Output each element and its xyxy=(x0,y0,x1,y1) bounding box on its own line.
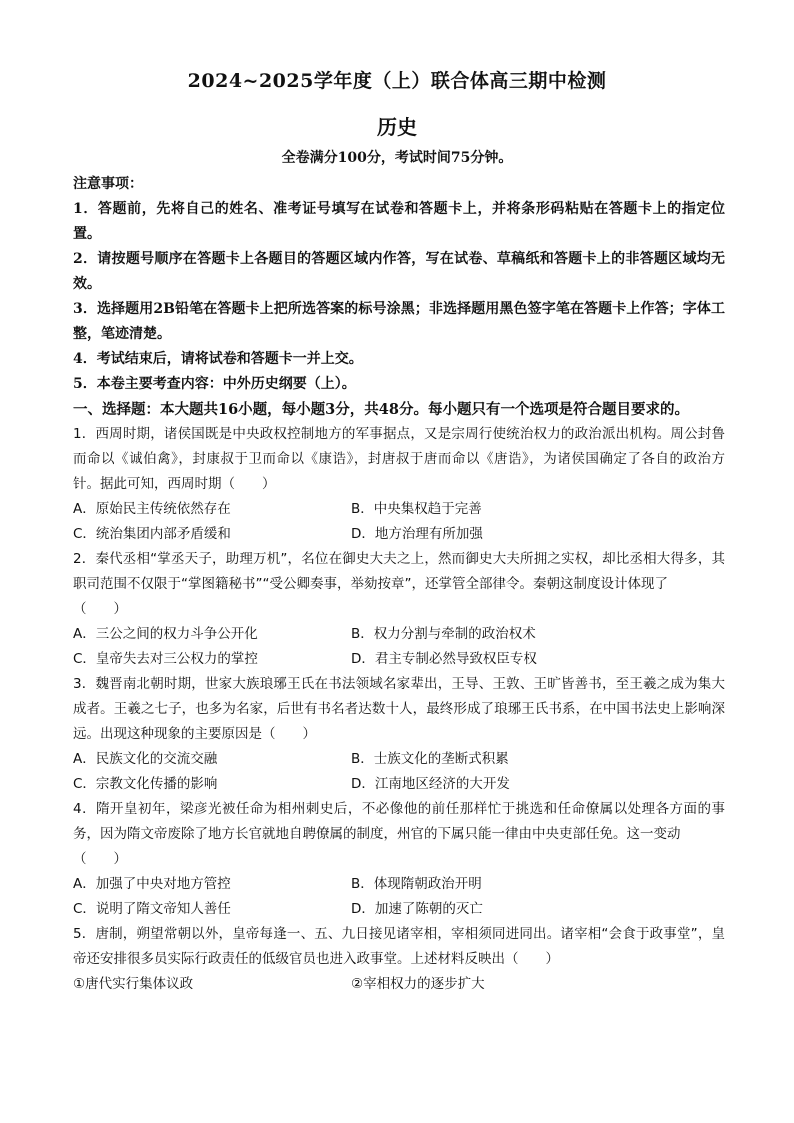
option-b: B．体现隋朝政治开明 xyxy=(351,876,482,892)
option-d: D．君主专制必然导致权臣专权 xyxy=(351,651,537,667)
option-a: A．加强了中央对地方管控 xyxy=(73,876,231,892)
question-3 xyxy=(73,672,725,797)
option-c: C．皇帝失去对三公权力的掌控 xyxy=(73,651,258,667)
option-1: ①唐代实行集体议政 xyxy=(73,976,194,992)
option-c: C．说明了隋文帝知人善任 xyxy=(73,901,231,917)
answer-bracket: （ ） xyxy=(73,601,127,617)
answer-bracket: （ ） xyxy=(73,851,127,867)
section-heading: 一、选择题：本大题共16小题，每小题3分，共48分。每小题只有一个选项是符合题目要求的。 xyxy=(73,401,689,418)
question-5 xyxy=(73,922,725,997)
question-options xyxy=(73,972,725,997)
exam-content xyxy=(73,172,725,997)
option-b: B．权力分割与牵制的政治权术 xyxy=(351,626,536,642)
question-stem: 2．秦代丞相“掌丞天子，助理万机”，名位在御史大夫之上，然而御史大夫所拥之实权，却比丞相大得多，其职司范围不仅限于“掌图籍秘书”“受公卿奏事，举劾按章”，还掌管全部律令。秦朝这制度设计体现了 xyxy=(73,551,725,592)
option-d: D．地方治理有所加强 xyxy=(351,526,483,542)
score-time-line: 全卷满分100分，考试时间75分钟。 xyxy=(281,150,513,166)
option-d: D．江南地区经济的大开发 xyxy=(351,776,510,792)
option-c: C．宗教文化传播的影响 xyxy=(73,776,218,792)
notice-item: 3．选择题用2B铅笔在答题卡上把所选答案的标号涂黑；非选择题用黑色签字笔在答题卡上作答；字体工整，笔迹清楚。 xyxy=(73,301,725,342)
question-stem: 5．唐制，朔望常朝以外，皇帝每逢一、五、九日接见诸宰相，宰相须同进同出。诸宰相“会食于政事堂”，皇帝还安排很多员实际行政责任的低级官员也进入政事堂。上述材料反映出（ ） xyxy=(73,926,725,967)
question-2 xyxy=(73,547,725,672)
notice-item: 2．请按题号顺序在答题卡上各题目的答题区域内作答，写在试卷、草稿纸和答题卡上的非答题区域均无效。 xyxy=(73,251,725,292)
question-stem: 1．西周时期，诸侯国既是中央政权控制地方的军事据点，又是宗周行使统治权力的政治派出机构。周公封鲁而命以《诚伯禽》，封康叔于卫而命以《康诰》，封唐叔于唐而命以《唐诰》，为诸侯国确定了各自的政治方针。据此可知，西周时期（ ） xyxy=(73,426,725,492)
notice-item: 4．考试结束后，请将试卷和答题卡一并上交。 xyxy=(73,351,363,367)
option-a: A．三公之间的权力斗争公开化 xyxy=(73,626,258,642)
question-options xyxy=(73,497,725,547)
option-d: D．加速了陈朝的灭亡 xyxy=(351,901,483,917)
option-a: A．民族文化的交流交融 xyxy=(73,751,218,767)
option-c: C．统治集团内部矛盾缓和 xyxy=(73,526,231,542)
notice-heading: 注意事项： xyxy=(73,176,143,192)
option-b: B．中央集权趋于完善 xyxy=(351,501,482,517)
question-4 xyxy=(73,797,725,922)
question-options xyxy=(73,622,725,672)
option-b: B．士族文化的垄断式积累 xyxy=(351,751,509,767)
notice-item: 5．本卷主要考查内容：中外历史纲要（上）。 xyxy=(73,376,356,392)
option-a: A．原始民主传统依然存在 xyxy=(73,501,231,517)
subject-title: 历史 xyxy=(377,115,417,139)
exam-title: 2024~2025学年度（上）联合体高三期中检测 xyxy=(187,70,607,92)
question-stem: 4．隋开皇初年，梁彦光被任命为相州刺史后，不必像他的前任那样忙于挑选和任命僚属以处理各方面的事务，因为隋文帝废除了地方长官就地自聘僚属的制度，州官的下属只能一律由中央吏部任免。这一变动 xyxy=(73,801,725,842)
option-2: ②宰相权力的逐步扩大 xyxy=(351,976,485,992)
question-options xyxy=(73,872,725,922)
question-options xyxy=(73,747,725,797)
notice-item: 1．答题前，先将自己的姓名、准考证号填写在试卷和答题卡上，并将条形码粘贴在答题卡上的指定位置。 xyxy=(73,201,725,242)
question-stem: 3．魏晋南北朝时期，世家大族琅琊王氏在书法领域名家辈出，王导、王敦、王旷皆善书，至王羲之成为集大成者。王羲之七子，也多为名家，后世有书名者达数十人，最终形成了琅琊王氏书系，在中国书法史上影响深远。出现这种现象的主要原因是（ ） xyxy=(73,676,725,742)
question-1 xyxy=(73,422,725,547)
